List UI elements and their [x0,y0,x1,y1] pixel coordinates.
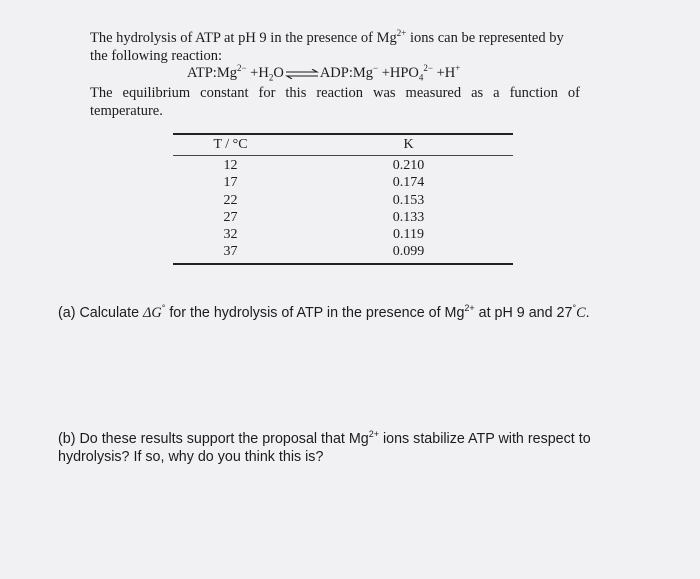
table-header [173,135,513,155]
water-oxygen: O [273,64,284,81]
temperature-cell: 32 [223,227,238,243]
mg-charge: 2+ [396,28,407,38]
k-cell: 0.174 [392,175,425,191]
standard-state-mark: ° [161,303,166,313]
plus-proton: +H [432,64,456,81]
header-temperature: T / °C [213,137,248,152]
temperature-cell: 37 [223,244,238,260]
temperature-cell: 22 [223,192,238,208]
delta-g-symbol: ΔG [143,304,162,321]
table-row [173,157,513,174]
reaction-equation [187,63,460,83]
mg-charge: 2+ [368,429,379,439]
intro-paragraph [90,24,580,65]
equilibrium-paragraph: The equilibrium constant for this reaction was measured as a function of temperature. [90,85,580,119]
k-cell: 0.133 [392,209,425,225]
plus-water: +H [246,64,269,81]
product-charge: − [373,63,379,73]
question-a [58,303,590,322]
question-a-text: (a) Calculate [58,304,144,321]
k-cell: 0.210 [392,158,425,173]
plus-phosphate: +HPO [378,64,419,81]
question-a-text-mid: for the hydrolysis of ATP in the presence of Mg [165,304,465,321]
reactant-atp-mg: ATP:Mg [187,64,237,81]
k-cell: 0.099 [392,244,425,260]
mg-charge: 2+ [464,303,475,313]
phosphate-subscript: 4 [418,72,424,83]
question-a-period: . [585,304,590,321]
degree-mark: ° [572,303,577,313]
proton-charge: + [455,63,461,73]
water-subscript: 2 [268,72,274,83]
question-b [58,425,658,466]
table-row [173,209,513,226]
header-k: K [403,137,414,152]
k-cell: 0.153 [392,192,425,208]
intro-text-end: ions can be represented by the following reaction: [90,29,564,64]
table-row [173,243,513,260]
table-bottom-rule [173,263,513,265]
temperature-cell: 27 [223,209,238,225]
equilibrium-arrow-icon [285,69,319,79]
data-table [173,133,513,265]
product-adp-mg: ADP:Mg [319,64,373,81]
k-cell: 0.119 [393,227,424,243]
temperature-cell: 12 [223,158,238,173]
table-row [173,192,513,209]
table-row [173,174,513,191]
table-body [173,156,513,263]
question-b-text: (b) Do these results support the proposal that Mg [58,430,369,447]
table-row [173,226,513,243]
celsius-unit: C [576,304,586,321]
phosphate-charge: 2− [423,63,433,73]
question-b-text-end: ions stabilize ATP with respect to hydrolysis? If so, why do you think this is? [58,430,591,465]
question-a-text-post: at pH 9 and 27 [474,304,573,321]
temperature-cell: 17 [223,175,238,191]
reactant-charge: 2− [236,63,247,73]
intro-text: The hydrolysis of ATP at pH 9 in the presence of Mg [90,29,397,46]
